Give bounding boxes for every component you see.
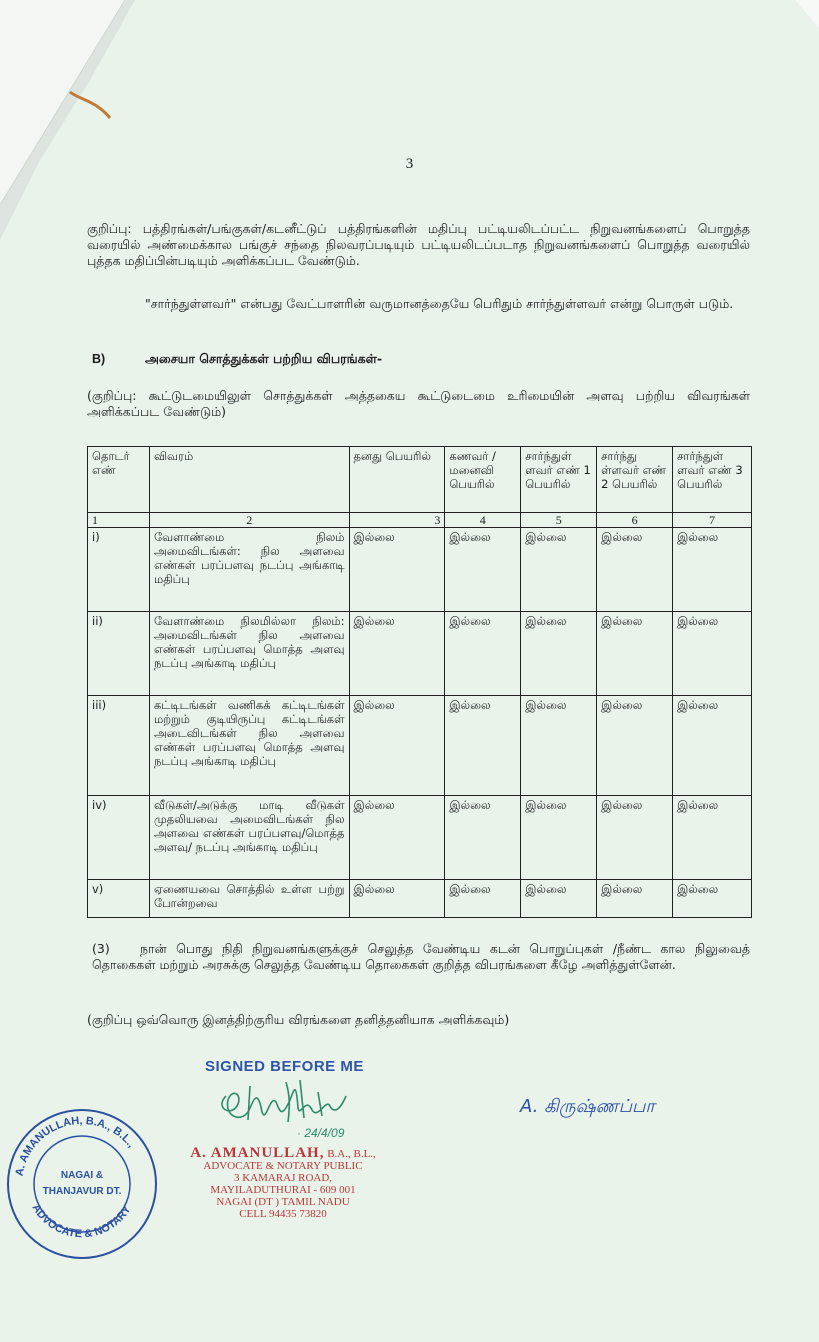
notary-seal (8, 1110, 156, 1258)
cell-dependent-2: இல்லை (597, 796, 673, 880)
cell-self: இல்லை (349, 696, 445, 796)
cell-dependent-3: இல்லை (673, 796, 752, 880)
cell-dependent-1: இல்லை (521, 796, 597, 880)
section-title: அசையா சொத்துக்கள் பற்றிய விபரங்கள்- (145, 351, 383, 366)
cell-dependent-3: இல்லை (673, 612, 752, 696)
dependent-definition-paragraph: "சார்ந்துள்ளவர்" என்பது வேட்பாளரின் வருமானத்தையே பெரிதும் சார்ந்துள்ளவர் என்று பொருள் படும். (145, 296, 734, 311)
row-description: ஏணையவை சொத்தில் உள்ள பற்று போன்றவை (149, 880, 349, 918)
seal-outer-top: A. AMANULLAH, B.A., B.L., (13, 1114, 138, 1178)
cell-dependent-1: இல்லை (521, 612, 597, 696)
column-number: 6 (597, 513, 673, 528)
section-label: B) (92, 352, 106, 366)
seal-inner-line-2: THANJAVUR DT. (42, 1186, 122, 1197)
cell-dependent-1: இல்லை (521, 528, 597, 612)
cell-dependent-2: இல்லை (597, 880, 673, 918)
header-dependent-3: சார்ந்துள் ளவர் எண் 3 பெயரில் (673, 447, 752, 513)
header-dependent-1: சார்ந்துள் ளவர் எண் 1 பெயரில் (521, 447, 597, 513)
header-self: தனது பெயரில் (349, 447, 445, 513)
row-description: வேளாண்மை நிலமில்லா நிலம்: அமைவிடங்கள் நில அளவை எண்கள் பரப்பளவு மொத்த அளவு நடப்பு அங்காடி மதிப்பு (149, 612, 349, 696)
cell-self: இல்லை (349, 880, 445, 918)
note-paragraph: குறிப்பு: பத்திரங்கள்/பங்குகள்/கடனீட்டுப் பத்திரங்களின் மதிப்பு பட்டியலிடப்பட்ட நிறுவனங்களைப் பொறுத்த வரையில் அண்மைக்கால பங்குச் சந்தை நிலவரப்படியும் பட்டியலிடப்படாத நிறுவனங்களைப் பொறுத்த வரையில் புத்தக மதிப்பின்படியும் அளிக்கப்பட வேண்டும். (87, 221, 750, 268)
column-number: 4 (445, 513, 521, 528)
cell-dependent-2: இல்லை (597, 528, 673, 612)
cell-spouse: இல்லை (445, 612, 521, 696)
cell-dependent-1: இல்லை (521, 696, 597, 796)
liabilities-note: (குறிப்பு ஒவ்வொரு இனத்திற்குரிய விரங்களை தனித்தனியாக அளிக்கவும்) (87, 1012, 510, 1027)
notary-address-3: NAGAI (DT ) TAMIL NADU (216, 1196, 350, 1208)
notary-address-2: MAYILADUTHURAI - 609 001 (210, 1184, 356, 1196)
cell-spouse: இல்லை (445, 796, 521, 880)
notary-signature (222, 1080, 346, 1122)
header-serial: தொடர் எண் (88, 447, 150, 513)
notary-address-1: 3 KAMARAJ ROAD, (233, 1172, 333, 1184)
column-number: 1 (88, 513, 150, 528)
column-number: 7 (673, 513, 752, 528)
column-number: 5 (521, 513, 597, 528)
notary-qualifications: B.A., B.L., (327, 1148, 376, 1160)
cell-dependent-3: இல்லை (673, 880, 752, 918)
row-serial: iii) (88, 696, 150, 796)
notary-name: A. AMANULLAH, (190, 1145, 325, 1161)
cell-self: இல்லை (349, 612, 445, 696)
notary-phone: CELL 94435 73820 (239, 1208, 327, 1220)
row-serial: ii) (88, 612, 150, 696)
row-description: கட்டிடங்கள் வணிகக் கட்டிடங்கள் மற்றும் குடியிருப்பு கட்டிடங்கள் அடைவிடங்கள் நில அளவை எண்கள் பரப்பளவு மொத்த அளவு நடப்பு அங்காடி மதிப்பு (149, 696, 349, 796)
signature-date: · 24/4/09 (297, 1126, 345, 1140)
cell-dependent-3: இல்லை (673, 696, 752, 796)
row-serial: i) (88, 528, 150, 612)
item-number: (3) (92, 941, 110, 956)
svg-text:A. AMANULLAH, B.A., B.L., (14, 1115, 138, 1177)
signed-before-me-stamp: SIGNED BEFORE ME (205, 1058, 364, 1075)
seal-outer-bottom: ADVOCATE & NOTARY (29, 1202, 134, 1241)
row-description: வீடுகள்/அடுக்கு மாடி வீடுகள் முதலியவை அமைவிடங்கள் நில அளவை எண்கள் பரப்பளவு/மொத்த அளவு/ நடப்பு அங்காடி மதிப்பு (149, 796, 349, 880)
column-number: 2 (149, 513, 349, 528)
header-dependent-2: சார்ந்து ள்ளவர் எண் 2 பெயரில் (597, 447, 673, 513)
cell-dependent-2: இல்லை (597, 612, 673, 696)
page-number: 3 (405, 156, 414, 172)
cell-self: இல்லை (349, 796, 445, 880)
row-serial: v) (88, 880, 150, 918)
liabilities-text: நான் பொது நிதி நிறுவனங்களுக்குச் செலுத்த வேண்டிய கடன் பொறுப்புகள் /நீண்ட கால நிலுவைத் தொகைகள் மற்றும் அரசுக்கு செலுத்த வேண்டிய தொகைகள் குறித்த விபரங்களை கீழே அளித்துள்ளேன். (92, 941, 750, 972)
joint-ownership-note: (குறிப்பு: கூட்டுடமையிலுள் சொத்துக்கள் அத்தகைய கூட்டுடைமை உரிமையின் அளவு பற்றிய விவரங்கள் அளிக்கப்பட வேண்டும்) (87, 388, 750, 419)
cell-spouse: இல்லை (445, 528, 521, 612)
candidate-signature: A. கிருஷ்ணப்பா (520, 1096, 655, 1117)
notary-title: ADVOCATE & NOTARY PUBLIC (203, 1160, 363, 1172)
cell-spouse: இல்லை (445, 696, 521, 796)
cell-spouse: இல்லை (445, 880, 521, 918)
cell-dependent-3: இல்லை (673, 528, 752, 612)
row-serial: iv) (88, 796, 150, 880)
header-spouse: கணவர் / மனைவி பெயரில் (445, 447, 521, 513)
notary-stamp (168, 1147, 398, 1220)
header-description: விவரம் (149, 447, 349, 513)
seal-inner-line-1: NAGAI & (60, 1170, 104, 1181)
cell-dependent-2: இல்லை (597, 696, 673, 796)
svg-text:ADVOCATE & NOTARY (30, 1202, 134, 1240)
cell-dependent-1: இல்லை (521, 880, 597, 918)
row-description: வேளாண்மை நிலம் அமைவிடங்கள்: நில அளவை எண்கள் பரப்பளவு நடப்பு அங்காடி மதிப்பு (149, 528, 349, 612)
column-number: 3 (349, 513, 445, 528)
cell-self: இல்லை (349, 528, 445, 612)
